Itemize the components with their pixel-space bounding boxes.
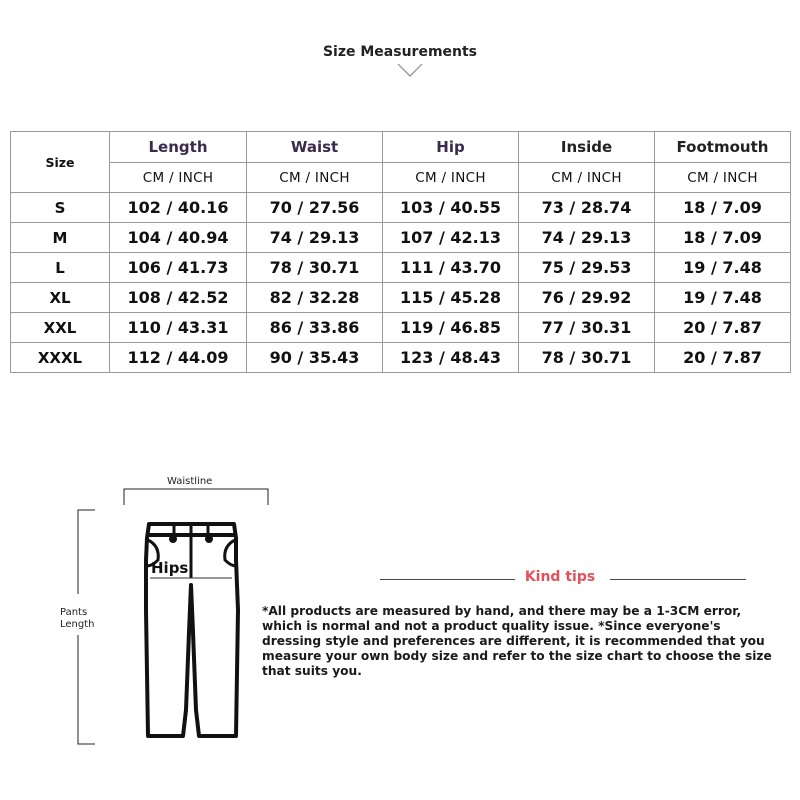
table-row: [11, 343, 791, 373]
inside-cell: 73 / 28.74: [519, 193, 655, 223]
column-header-hip: Hip: [383, 132, 519, 163]
hip-cell: 123 / 48.43: [383, 343, 519, 373]
waist-cell: 74 / 29.13: [247, 223, 383, 253]
footmouth-cell: 19 / 7.48: [655, 283, 791, 313]
unit-label: CM / INCH: [383, 163, 519, 193]
table-row: [11, 253, 791, 283]
table-row: [11, 283, 791, 313]
waist-cell: 90 / 35.43: [247, 343, 383, 373]
waist-cell: 70 / 27.56: [247, 193, 383, 223]
hip-cell: 115 / 45.28: [383, 283, 519, 313]
size-cell: M: [11, 223, 110, 253]
waistline-label: Waistline: [167, 476, 213, 487]
size-cell: XL: [11, 283, 110, 313]
footmouth-cell: 19 / 7.48: [655, 253, 791, 283]
inside-cell: 76 / 29.92: [519, 283, 655, 313]
table-row: [11, 223, 791, 253]
length-cell: 104 / 40.94: [110, 223, 247, 253]
table-row: [11, 193, 791, 223]
hip-cell: 107 / 42.13: [383, 223, 519, 253]
column-header-footmouth: Footmouth: [655, 132, 791, 163]
waist-cell: 78 / 30.71: [247, 253, 383, 283]
footmouth-cell: 20 / 7.87: [655, 343, 791, 373]
length-cell: 106 / 41.73: [110, 253, 247, 283]
page-title: Size Measurements: [322, 44, 478, 60]
chevron-down-icon: [396, 62, 424, 80]
table-header-row: [11, 132, 791, 163]
tips-divider-right: [610, 579, 746, 580]
unit-label: CM / INCH: [655, 163, 791, 193]
tips-divider-left: [380, 579, 515, 580]
inside-cell: 74 / 29.13: [519, 223, 655, 253]
unit-label: CM / INCH: [247, 163, 383, 193]
hips-label: Hips: [151, 559, 189, 577]
pants-icon: [0, 460, 300, 760]
length-cell: 108 / 42.52: [110, 283, 247, 313]
length-cell: 102 / 40.16: [110, 193, 247, 223]
footmouth-cell: 18 / 7.09: [655, 193, 791, 223]
size-cell: S: [11, 193, 110, 223]
waist-cell: 82 / 32.28: [247, 283, 383, 313]
column-header-length: Length: [110, 132, 247, 163]
tips-title: Kind tips: [524, 569, 596, 585]
waist-cell: 86 / 33.86: [247, 313, 383, 343]
table-unit-row: [11, 163, 791, 193]
column-header-waist: Waist: [247, 132, 383, 163]
column-header-inside: Inside: [519, 132, 655, 163]
length-cell: 112 / 44.09: [110, 343, 247, 373]
inside-cell: 78 / 30.71: [519, 343, 655, 373]
hip-cell: 119 / 46.85: [383, 313, 519, 343]
footmouth-cell: 18 / 7.09: [655, 223, 791, 253]
tips-text: *All products are measured by hand, and there may be a 1-3CM error, which is normal and not a product quality issue. *Since everyone's dressing style and preferences are different, it is recommended that you measure your own body size and refer to the size chart to choose the size that suits you.: [262, 604, 772, 678]
unit-label: CM / INCH: [519, 163, 655, 193]
size-column-header: Size: [11, 132, 110, 193]
size-cell: L: [11, 253, 110, 283]
unit-label: CM / INCH: [110, 163, 247, 193]
hip-cell: 103 / 40.55: [383, 193, 519, 223]
length-cell: 110 / 43.31: [110, 313, 247, 343]
pants-length-label-line2: Length: [60, 619, 95, 630]
pants-length-label-line1: Pants: [60, 607, 88, 618]
table-row: [11, 313, 791, 343]
size-cell: XXXL: [11, 343, 110, 373]
size-cell: XXL: [11, 313, 110, 343]
size-chart-table: [10, 131, 791, 373]
inside-cell: 75 / 29.53: [519, 253, 655, 283]
inside-cell: 77 / 30.31: [519, 313, 655, 343]
hip-cell: 111 / 43.70: [383, 253, 519, 283]
footmouth-cell: 20 / 7.87: [655, 313, 791, 343]
